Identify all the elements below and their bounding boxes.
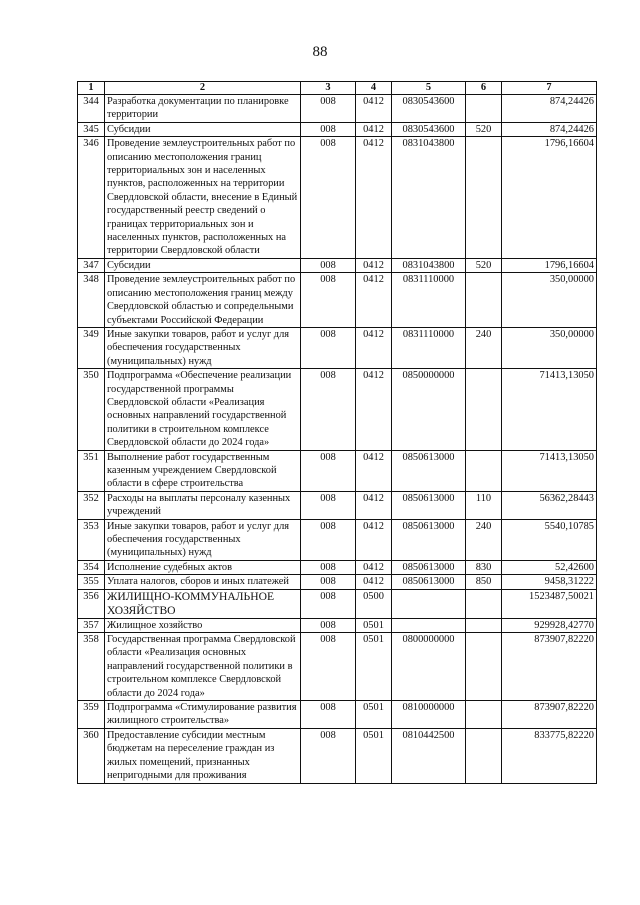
section-code-cell: 0412 <box>356 519 392 560</box>
section-code-cell: 0412 <box>356 273 392 328</box>
target-code-cell: 0850613000 <box>392 491 466 519</box>
table-row <box>78 122 597 136</box>
table-row <box>78 369 597 450</box>
expense-type-cell <box>466 728 502 783</box>
table-row <box>78 519 597 560</box>
table-row <box>78 633 597 701</box>
target-code-cell: 0831110000 <box>392 273 466 328</box>
target-code-cell: 0850613000 <box>392 519 466 560</box>
expense-type-cell: 110 <box>466 491 502 519</box>
ministry-code-cell: 008 <box>301 701 356 729</box>
target-code-cell <box>392 618 466 632</box>
table-row <box>78 327 597 368</box>
row-name-cell: Проведение землеустроительных работ по описанию местоположения границ между Свердловской областью и сопредельными субъектами Российской Федерации <box>105 273 301 328</box>
row-number-cell: 350 <box>78 369 105 450</box>
table-row <box>78 95 597 123</box>
budget-table <box>77 81 597 784</box>
column-header: 4 <box>356 82 392 95</box>
row-name-cell: Подпрограмма «Стимулирование развития жилищного строительства» <box>105 701 301 729</box>
section-code-cell: 0412 <box>356 560 392 574</box>
table-row <box>78 575 597 589</box>
row-name-cell: Уплата налогов, сборов и иных платежей <box>105 575 301 589</box>
row-name-cell: Расходы на выплаты персоналу казенных учреждений <box>105 491 301 519</box>
expense-type-cell: 850 <box>466 575 502 589</box>
table-row <box>78 560 597 574</box>
section-code-cell: 0500 <box>356 589 392 618</box>
row-number-cell: 351 <box>78 450 105 491</box>
row-name-cell: Иные закупки товаров, работ и услуг для обеспечения государственных (муниципальных) нужд <box>105 519 301 560</box>
amount-cell: 873907,82220 <box>502 633 597 701</box>
ministry-code-cell: 008 <box>301 618 356 632</box>
row-number-cell: 347 <box>78 258 105 272</box>
section-code-cell: 0412 <box>356 122 392 136</box>
ministry-code-cell: 008 <box>301 258 356 272</box>
column-header: 2 <box>105 82 301 95</box>
table-row <box>78 728 597 783</box>
expense-type-cell <box>466 618 502 632</box>
ministry-code-cell: 008 <box>301 137 356 259</box>
expense-type-cell: 240 <box>466 519 502 560</box>
expense-type-cell <box>466 273 502 328</box>
expense-type-cell <box>466 95 502 123</box>
section-code-cell: 0412 <box>356 95 392 123</box>
section-code-cell: 0501 <box>356 633 392 701</box>
table-row <box>78 137 597 259</box>
section-code-cell: 0501 <box>356 728 392 783</box>
section-code-cell: 0501 <box>356 701 392 729</box>
ministry-code-cell: 008 <box>301 450 356 491</box>
row-name-cell: Проведение землеустроительных работ по описанию местоположения границ территориальных зон и населенных пунктов, расположенных на территории Свердловской области, внесение в Единый государственный реестр сведений о границах территориальных зон и населенных пунктов, расположенных на территории Свердловской области <box>105 137 301 259</box>
amount-cell: 71413,13050 <box>502 450 597 491</box>
section-code-cell: 0412 <box>356 369 392 450</box>
amount-cell: 71413,13050 <box>502 369 597 450</box>
row-number-cell: 360 <box>78 728 105 783</box>
target-code-cell: 0810000000 <box>392 701 466 729</box>
table-row <box>78 450 597 491</box>
target-code-cell: 0850613000 <box>392 560 466 574</box>
table-row <box>78 273 597 328</box>
ministry-code-cell: 008 <box>301 633 356 701</box>
row-name-cell: Иные закупки товаров, работ и услуг для обеспечения государственных (муниципальных) нужд <box>105 327 301 368</box>
table-row <box>78 491 597 519</box>
row-number-cell: 352 <box>78 491 105 519</box>
expense-type-cell <box>466 450 502 491</box>
expense-type-cell: 830 <box>466 560 502 574</box>
section-code-cell: 0412 <box>356 450 392 491</box>
target-code-cell: 0831110000 <box>392 327 466 368</box>
row-name-cell: Выполнение работ государственным казенным учреждением Свердловской области в сфере строительства <box>105 450 301 491</box>
amount-cell: 873907,82220 <box>502 701 597 729</box>
expense-type-cell <box>466 701 502 729</box>
column-header: 5 <box>392 82 466 95</box>
page-number: 88 <box>312 44 328 60</box>
row-name-cell: ЖИЛИЩНО-КОММУНАЛЬНОЕ ХОЗЯЙСТВО <box>105 589 301 618</box>
row-name-cell: Подпрограмма «Обеспечение реализации государственной программы Свердловской области «Реализация основных направлений государственной политики в строительном комплексе Свердловской области до 2024 года» <box>105 369 301 450</box>
row-number-cell: 357 <box>78 618 105 632</box>
section-code-cell: 0412 <box>356 137 392 259</box>
amount-cell: 350,00000 <box>502 273 597 328</box>
section-code-cell: 0501 <box>356 618 392 632</box>
amount-cell: 5540,10785 <box>502 519 597 560</box>
amount-cell: 833775,82220 <box>502 728 597 783</box>
expense-type-cell: 520 <box>466 258 502 272</box>
ministry-code-cell: 008 <box>301 560 356 574</box>
row-number-cell: 359 <box>78 701 105 729</box>
row-number-cell: 346 <box>78 137 105 259</box>
target-code-cell: 0831043800 <box>392 258 466 272</box>
expense-type-cell <box>466 369 502 450</box>
column-header: 1 <box>78 82 105 95</box>
amount-cell: 1796,16604 <box>502 258 597 272</box>
target-code-cell: 0831043800 <box>392 137 466 259</box>
target-code-cell: 0830543600 <box>392 95 466 123</box>
table-row <box>78 618 597 632</box>
row-name-cell: Исполнение судебных актов <box>105 560 301 574</box>
table-row <box>78 258 597 272</box>
row-number-cell: 358 <box>78 633 105 701</box>
target-code-cell: 0800000000 <box>392 633 466 701</box>
row-name-cell: Субсидии <box>105 258 301 272</box>
expense-type-cell <box>466 633 502 701</box>
table-row <box>78 589 597 618</box>
section-code-cell: 0412 <box>356 258 392 272</box>
target-code-cell: 0810442500 <box>392 728 466 783</box>
row-name-cell: Предоставление субсидии местным бюджетам на переселение граждан из жилых помещений, признанных непригодными для проживания <box>105 728 301 783</box>
section-code-cell: 0412 <box>356 327 392 368</box>
column-header: 7 <box>502 82 597 95</box>
ministry-code-cell: 008 <box>301 369 356 450</box>
row-number-cell: 345 <box>78 122 105 136</box>
amount-cell: 1796,16604 <box>502 137 597 259</box>
amount-cell: 350,00000 <box>502 327 597 368</box>
amount-cell: 1523487,50021 <box>502 589 597 618</box>
ministry-code-cell: 008 <box>301 95 356 123</box>
target-code-cell: 0850000000 <box>392 369 466 450</box>
ministry-code-cell: 008 <box>301 122 356 136</box>
row-name-cell: Жилищное хозяйство <box>105 618 301 632</box>
section-code-cell: 0412 <box>356 491 392 519</box>
row-name-cell: Субсидии <box>105 122 301 136</box>
target-code-cell: 0850613000 <box>392 575 466 589</box>
ministry-code-cell: 008 <box>301 273 356 328</box>
amount-cell: 56362,28443 <box>502 491 597 519</box>
amount-cell: 874,24426 <box>502 95 597 123</box>
ministry-code-cell: 008 <box>301 519 356 560</box>
ministry-code-cell: 008 <box>301 491 356 519</box>
row-number-cell: 355 <box>78 575 105 589</box>
header-row <box>78 82 597 95</box>
ministry-code-cell: 008 <box>301 589 356 618</box>
row-name-cell: Разработка документации по планировке территории <box>105 95 301 123</box>
target-code-cell: 0830543600 <box>392 122 466 136</box>
row-number-cell: 348 <box>78 273 105 328</box>
table-row <box>78 701 597 729</box>
ministry-code-cell: 008 <box>301 575 356 589</box>
section-code-cell: 0412 <box>356 575 392 589</box>
row-number-cell: 354 <box>78 560 105 574</box>
row-number-cell: 353 <box>78 519 105 560</box>
row-number-cell: 349 <box>78 327 105 368</box>
expense-type-cell: 520 <box>466 122 502 136</box>
row-name-cell: Государственная программа Свердловской области «Реализация основных направлений государственной политики в строительном комплексе Свердловской области до 2024 года» <box>105 633 301 701</box>
target-code-cell: 0850613000 <box>392 450 466 491</box>
row-number-cell: 344 <box>78 95 105 123</box>
ministry-code-cell: 008 <box>301 327 356 368</box>
amount-cell: 874,24426 <box>502 122 597 136</box>
ministry-code-cell: 008 <box>301 728 356 783</box>
expense-type-cell: 240 <box>466 327 502 368</box>
amount-cell: 9458,31222 <box>502 575 597 589</box>
expense-type-cell <box>466 137 502 259</box>
column-header: 6 <box>466 82 502 95</box>
column-header: 3 <box>301 82 356 95</box>
row-number-cell: 356 <box>78 589 105 618</box>
amount-cell: 929928,42770 <box>502 618 597 632</box>
expense-type-cell <box>466 589 502 618</box>
target-code-cell <box>392 589 466 618</box>
amount-cell: 52,42600 <box>502 560 597 574</box>
